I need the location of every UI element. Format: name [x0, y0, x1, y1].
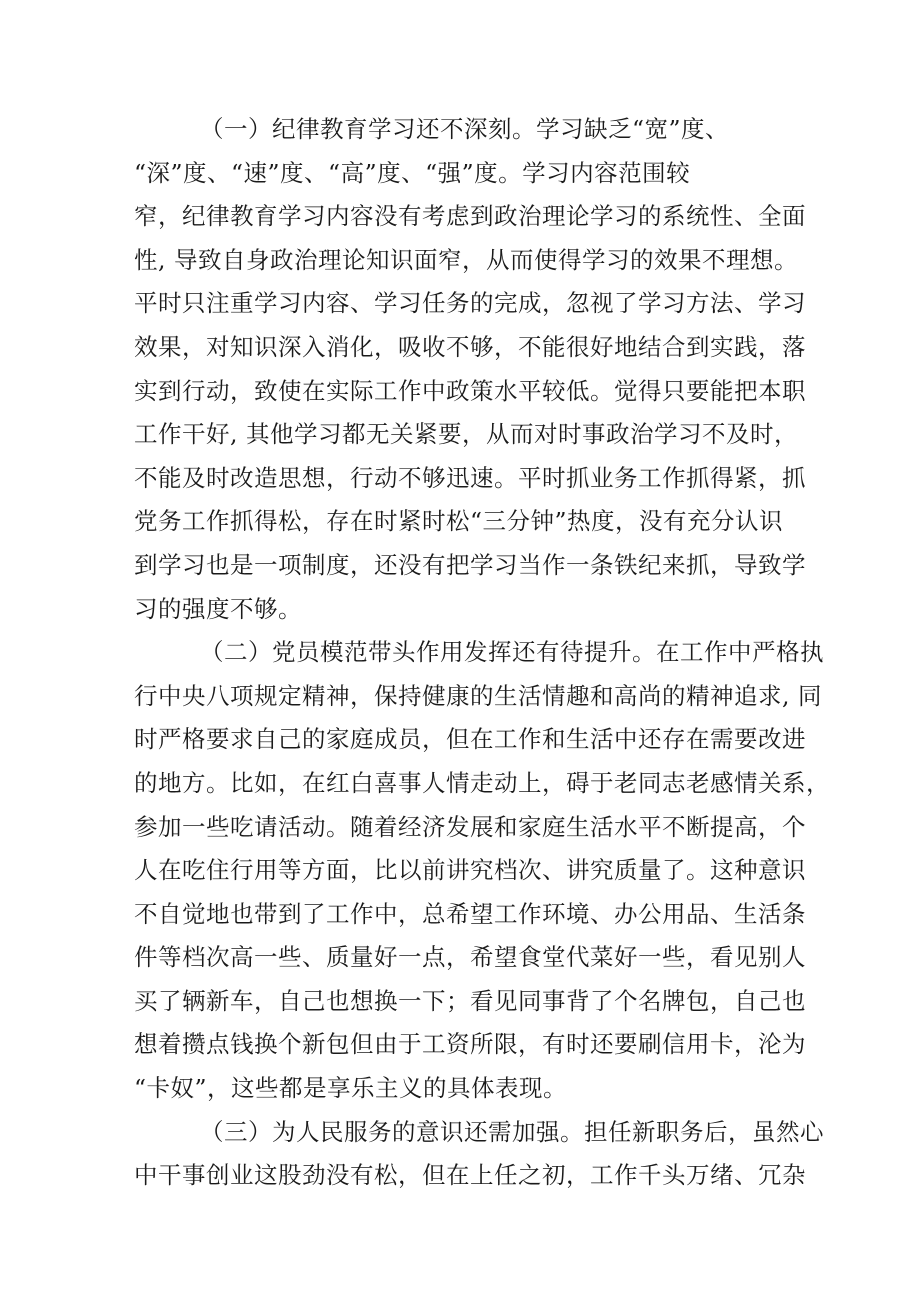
- paragraph-line: “深”度、“速”度、“高”度、“强”度。学习内容范围较: [134, 158, 691, 187]
- paragraph-line: 平时只注重学习内容、学习任务的完成，忽视了学习方法、学习: [134, 289, 806, 318]
- paragraph-1: [134, 108, 806, 631]
- paragraph-3: [134, 1111, 824, 1198]
- paragraph-line: 件等档次高一些、质量好一点，希望食堂代菜好一些，看见别人: [134, 943, 806, 972]
- paragraph-line: 性, 导致自身政治理论知识面窄，从而使得学习的效果不理想。: [134, 245, 798, 274]
- paragraph-line: 窄，纪律教育学习内容没有考虑到政治理论学习的系统性、全面: [134, 202, 806, 231]
- paragraph-line: 买了辆新车，自己也想换一下；看见同事背了个名牌包，自己也: [134, 986, 806, 1015]
- paragraph-line: 想着攒点钱换个新包但由于工资所限，有时还要刷信用卡，沦为: [134, 1030, 806, 1059]
- paragraph-line: 时严格要求自己的家庭成员，但在工作和生活中还存在需要改进: [134, 725, 806, 754]
- paragraph-line: 效果，对知识深入消化，吸收不够，不能很好地结合到实践，落: [134, 332, 806, 361]
- paragraph-line: 人在吃住行用等方面，比以前讲究档次、讲究质量了。这种意识: [134, 856, 806, 885]
- paragraph-2: [134, 631, 830, 1111]
- paragraph-line: 的地方。比如，在红白喜事人情走动上，碍于老同志老感情关系，: [134, 768, 830, 797]
- paragraph-line: 到学习也是一项制度，还没有把学习当作一条铁纪来抓，导致学: [134, 550, 806, 579]
- paragraph-line: 参加一些吃请活动。随着经济发展和家庭生活水平不断提高，个: [134, 812, 806, 841]
- paragraph-line: （三）为人民服务的意识还需加强。担任新职务后，虽然心: [200, 1117, 824, 1146]
- paragraph-line: “卡奴”，这些都是享乐主义的具体表现。: [134, 1074, 568, 1103]
- paragraph-line: 行中央八项规定精神，保持健康的生活情趣和高尚的精神追求, 同: [134, 681, 822, 710]
- paragraph-line: 党务工作抓得松，存在时紧时松“三分钟”热度，没有充分认识: [134, 507, 784, 536]
- paragraph-line: 习的强度不够。: [134, 594, 302, 623]
- paragraph-line: 不自觉地也带到了工作中，总希望工作环境、办公用品、生活条: [134, 899, 806, 928]
- paragraph-line: （一）纪律教育学习还不深刻。学习缺乏“宽”度、: [200, 115, 730, 143]
- paragraph-line: 实到行动，致使在实际工作中政策水平较低。觉得只要能把本职: [134, 376, 806, 405]
- document-body: [134, 108, 830, 1198]
- paragraph-line: 工作干好, 其他学习都无关紧要，从而对时事政治学习不及时，: [134, 420, 798, 449]
- paragraph-line: 不能及时改造思想，行动不够迅速。平时抓业务工作抓得紧，抓: [134, 463, 806, 492]
- paragraph-line: 中干事创业这股劲没有松，但在上任之初，工作千头万绪、冗杂: [134, 1161, 806, 1190]
- paragraph-line: （二）党员模范带头作用发挥还有待提升。在工作中严格执: [200, 638, 824, 667]
